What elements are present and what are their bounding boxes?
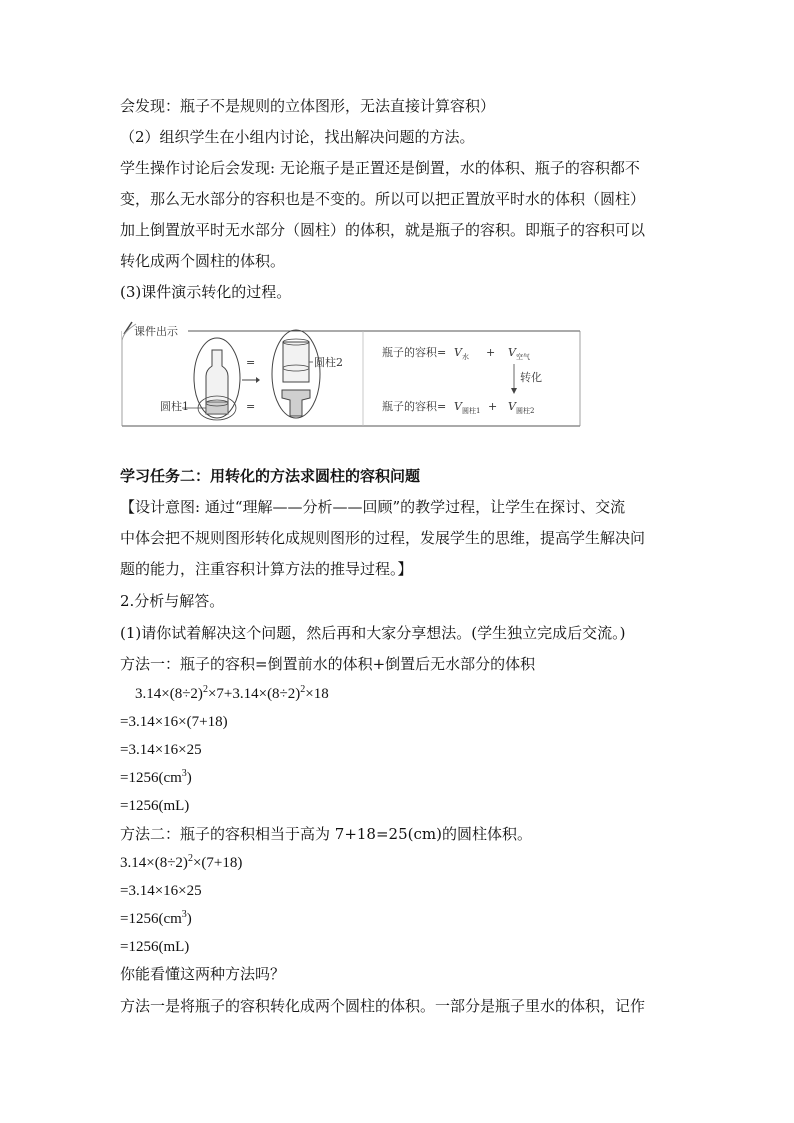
line-4: 变，那么无水部分的容积也是不变的。所以可以把正置放平时水的体积（圆柱） [120,190,646,208]
courseware-figure [120,318,582,430]
transform-label: 转化 [520,371,542,384]
eq4-part-a: =1256(cm [120,770,182,786]
equation-4 [120,768,192,788]
line-14: 方法一：瓶子的容积=倒置前水的体积+倒置后无水部分的体积 [120,655,536,673]
equation-9: =1256(mL) [120,939,190,955]
line-13: (1)请你试着解决这个问题，然后再和大家分享想法。(学生独立完成后交流。) [120,624,626,642]
line-12: 2.分析与解答。 [120,592,225,610]
formula-1-v2-sub: 空气 [516,353,530,361]
line-5: 加上倒置放平时无水部分（圆柱）的体积，就是瓶子的容积。即瓶子的容积可以 [120,221,646,239]
formula-2-plus: + [488,400,498,413]
formula-2-v2-sub: 圆柱2 [516,407,535,415]
line-26: 方法一是将瓶子的容积转化成两个圆柱的体积。一部分是瓶子里水的体积，记作 [120,997,646,1015]
eq1-exp-1: 2 [202,684,208,695]
eq6-part-c: ×(7+18) [192,855,243,871]
section-title-task-2: 学习任务二：用转化的方法求圆柱的容积问题 [120,467,421,485]
equation-1 [135,684,329,704]
label-cylinder-1: 圆柱1 [160,400,189,413]
line-6: 转化成两个圆柱的体积。 [120,252,286,270]
equation-3: =3.14×16×25 [120,742,202,758]
line-25: 你能看懂这两种方法吗？ [120,965,286,983]
badge-label: 课件出示 [134,325,178,338]
line-9: 【设计意图: 通过“理解——分析——回顾”的教学过程，让学生在探讨、交流 [120,498,626,516]
line-11: 题的能力，注重容积计算方法的推导过程。】 [120,560,413,578]
equation-7: =3.14×16×25 [120,883,202,899]
eq8-part-a: =1256(cm [120,911,182,927]
equation-6 [120,853,242,873]
formula-1-v1: V [454,346,462,359]
eq8-exp: 3 [181,909,187,920]
eq8-part-c: ) [186,911,192,927]
line-10: 中体会把不规则图形转化成规则图形的过程，发展学生的思维，提高学生解决问 [120,529,646,547]
equation-2: =3.14×16×(7+18) [120,714,228,730]
eq1-exp-2: 2 [300,684,306,695]
eq6-part-a: 3.14×(8÷2) [120,855,188,871]
formula-2-v1-sub: 圆柱1 [462,407,481,415]
eq1-part-a: 3.14×(8÷2) [135,686,203,702]
label-cylinder-2: 圆柱2 [314,356,343,369]
line-3: 学生操作讨论后会发现: 无论瓶子是正置还是倒置，水的体积、瓶子的容积都不 [120,159,640,177]
line-20: 方法二：瓶子的容积相当于高为 7+18=25(cm)的圆柱体积。 [120,825,532,843]
formula-2-prefix: 瓶子的容积= [382,400,447,413]
formula-1-prefix: 瓶子的容积= [382,346,447,359]
eq1-part-e: ×18 [305,686,329,702]
eq6-exp: 2 [187,853,193,864]
equals-sign-bottom: = [246,400,256,413]
equation-5: =1256(mL) [120,798,190,814]
line-2: （2）组织学生在小组内讨论，找出解决问题的方法。 [120,128,475,146]
formula-1-v2: V [508,346,516,359]
formula-2-v2: V [508,400,516,413]
formula-2-v1: V [454,400,462,413]
line-7: (3)课件演示转化的过程。 [120,283,292,301]
eq4-part-c: ) [186,770,192,786]
equals-sign-top: = [246,356,256,369]
eq1-part-c: ×7+3.14×(8÷2) [207,686,301,702]
formula-1-plus: + [486,346,496,359]
equation-8 [120,909,192,929]
line-1: 会发现：瓶子不是规则的立体图形，无法直接计算容积） [120,97,496,115]
formula-1-v1-sub: 水 [462,353,469,361]
eq4-exp: 3 [181,768,187,779]
